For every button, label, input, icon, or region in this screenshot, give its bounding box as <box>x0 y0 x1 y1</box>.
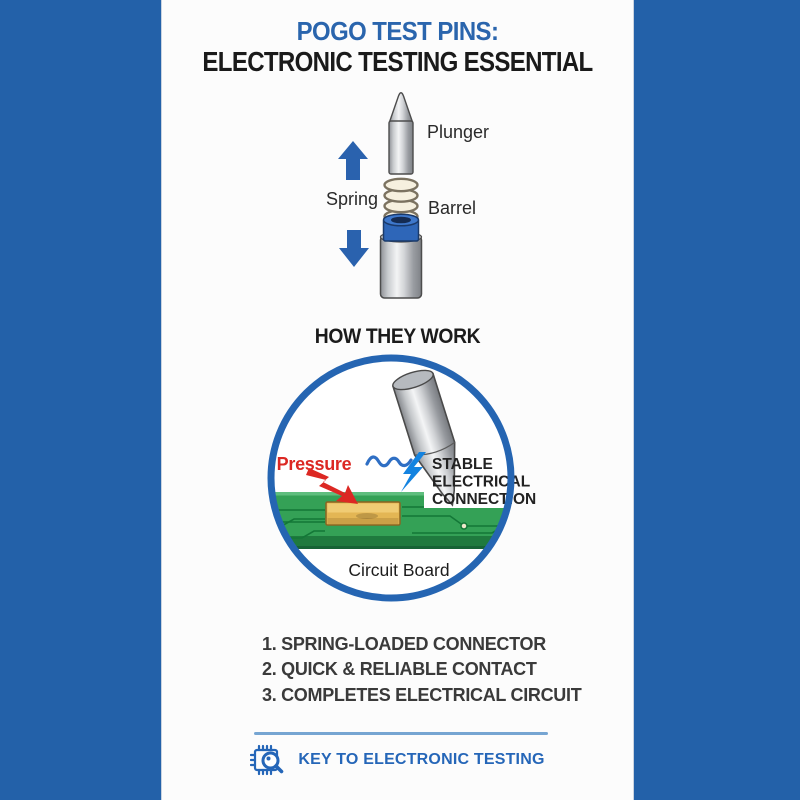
down-arrow-icon <box>339 230 369 267</box>
chip-magnifier-icon <box>250 742 286 778</box>
feature-item-3: 3. COMPLETES ELECTRICAL CIRCUIT <box>262 684 582 705</box>
how-they-work-heading: HOW THEY WORK <box>314 325 481 348</box>
feature-list <box>262 632 581 708</box>
pin-shadow <box>356 513 378 519</box>
exploded-pin-diagram <box>162 85 635 315</box>
feature-item-1: 1. SPRING-LOADED CONNECTOR <box>262 634 546 654</box>
page-title-line1: POGO TEST PINS: <box>296 16 499 46</box>
pressure-label: Pressure <box>276 454 352 474</box>
content-panel <box>161 0 634 800</box>
how-it-works-illustration <box>162 350 635 614</box>
svg-text:STABLE: STABLE <box>432 456 493 473</box>
spring-label: Spring <box>325 189 378 209</box>
footer <box>162 742 633 778</box>
svg-text:CONNECTION: CONNECTION <box>432 491 537 508</box>
circuit-board-label: Circuit Board <box>348 560 450 580</box>
barrel-graphic <box>381 214 422 298</box>
svg-text:ELECTRICAL: ELECTRICAL <box>432 473 531 491</box>
footer-divider <box>254 732 548 735</box>
plunger-graphic <box>389 93 413 174</box>
barrel-label: Barrel <box>428 198 477 218</box>
feature-item-2: 2. QUICK & RELIABLE CONTACT <box>262 659 537 680</box>
footer-tagline: KEY TO ELECTRONIC TESTING <box>298 751 545 768</box>
up-arrow-icon <box>338 141 368 180</box>
page-title-line2: ELECTRONIC TESTING ESSENTIAL <box>202 46 593 77</box>
stable-connection-label <box>432 456 536 508</box>
plunger-label: Plunger <box>427 122 490 142</box>
